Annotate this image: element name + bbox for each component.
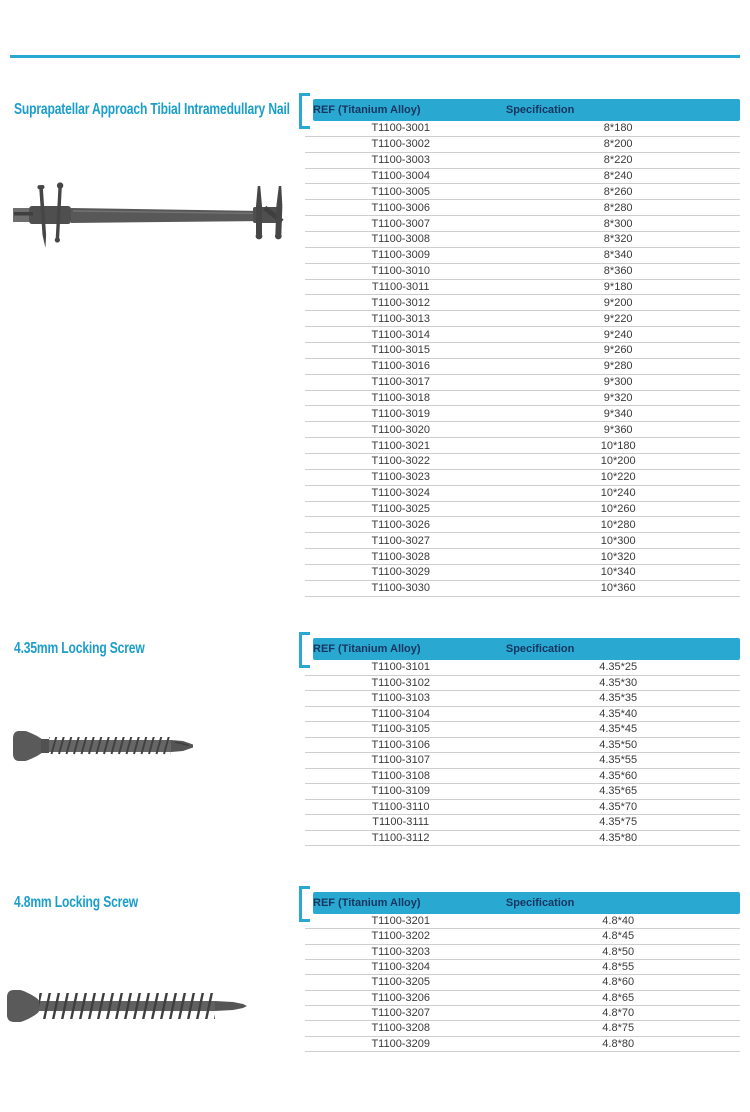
header-bracket-decoration xyxy=(299,886,310,922)
spec-table-tibial-nail xyxy=(305,99,740,597)
tibial-nail-illustration xyxy=(13,180,289,252)
table-cell: 8*240 xyxy=(603,170,633,182)
table-header xyxy=(313,638,740,660)
table-row xyxy=(305,470,740,486)
table-header xyxy=(313,99,740,121)
table-cell: T1100-3011 xyxy=(371,281,430,294)
table-cell: 4.8*55 xyxy=(602,961,635,974)
table-cell: T1100-3107 xyxy=(371,754,430,767)
top-divider-rule xyxy=(10,55,740,58)
table-cell: T1100-3006 xyxy=(371,201,430,214)
table-row xyxy=(305,264,740,280)
table-row xyxy=(305,359,740,375)
table-cell: 8*180 xyxy=(603,122,633,135)
table-cell: 4.8*50 xyxy=(602,945,635,958)
table-cell: T1100-3017 xyxy=(371,376,430,389)
table-cell: T1100-3105 xyxy=(371,723,430,736)
table-cell: T1100-3013 xyxy=(371,312,430,325)
table-cell: 4.35*75 xyxy=(599,816,638,829)
table-row xyxy=(305,691,740,707)
column-header-ref: REF (Titanium Alloy) xyxy=(313,104,421,116)
table-row xyxy=(305,1021,740,1036)
table-row xyxy=(305,707,740,723)
table-cell: 8*280 xyxy=(603,201,633,214)
table-row xyxy=(305,960,740,975)
table-row xyxy=(305,216,740,232)
table-row xyxy=(305,769,740,785)
table-cell: 8*220 xyxy=(603,154,633,167)
table-row xyxy=(305,945,740,960)
locking-screw-4-35-illustration xyxy=(13,729,195,763)
table-cell: T1100-3023 xyxy=(371,471,430,484)
table-cell: 4.8*70 xyxy=(602,1007,635,1020)
table-cell: T1100-3203 xyxy=(371,945,430,958)
table-cell: T1100-3016 xyxy=(371,360,430,373)
tibial-nail-icon xyxy=(13,180,289,252)
table-row xyxy=(305,1006,740,1021)
table-cell: T1100-3108 xyxy=(371,769,430,782)
table-cell: T1100-3001 xyxy=(371,122,430,135)
table-row xyxy=(305,753,740,769)
table-cell: 9*260 xyxy=(603,344,633,357)
table-cell: T1100-3004 xyxy=(371,170,430,182)
table-row xyxy=(305,121,740,137)
table-cell: T1100-3012 xyxy=(371,296,430,309)
column-header-specification: Specification xyxy=(505,897,575,909)
table-row xyxy=(305,280,740,296)
table-row xyxy=(305,800,740,816)
table-row xyxy=(305,581,740,597)
table-cell: T1100-3021 xyxy=(371,439,430,452)
table-cell: 10*280 xyxy=(600,518,636,531)
table-row xyxy=(305,248,740,264)
table-cell: T1100-3102 xyxy=(371,676,430,689)
table-cell: 8*260 xyxy=(603,185,633,198)
locking-screw-icon xyxy=(13,729,195,763)
table-row xyxy=(305,565,740,581)
table-row xyxy=(305,311,740,327)
table-cell: 10*200 xyxy=(600,455,636,468)
table-row xyxy=(305,438,740,454)
table-cell: 10*260 xyxy=(600,503,636,516)
table-row xyxy=(305,327,740,343)
table-cell: T1100-3014 xyxy=(371,328,430,341)
table-cell: T1100-3019 xyxy=(371,407,430,420)
table-cell: 9*220 xyxy=(603,312,633,325)
table-cell: 4.35*55 xyxy=(599,754,638,767)
table-row xyxy=(305,991,740,1006)
table-row xyxy=(305,831,740,847)
table-cell: T1100-3103 xyxy=(371,692,430,705)
table-cell: T1100-3007 xyxy=(371,217,430,230)
table-cell: 4.35*50 xyxy=(599,738,638,751)
spec-table-48-screw xyxy=(305,892,740,1052)
table-cell: T1100-3025 xyxy=(371,503,430,516)
table-cell: T1100-3202 xyxy=(371,930,430,943)
table-row xyxy=(305,975,740,990)
table-cell: 4.35*45 xyxy=(599,723,638,736)
table-cell: 4.8*40 xyxy=(602,915,635,928)
table-cell: T1100-3101 xyxy=(371,661,430,674)
table-cell: T1100-3209 xyxy=(371,1037,430,1050)
table-cell: 8*300 xyxy=(603,217,633,230)
table-cell: T1100-3206 xyxy=(371,991,430,1004)
table-row xyxy=(305,391,740,407)
section-title-48-screw: 4.8mm Locking Screw xyxy=(14,894,139,911)
spec-table-435-screw xyxy=(305,638,740,846)
table-cell: T1100-3018 xyxy=(371,392,430,405)
header-bracket-decoration xyxy=(299,93,310,129)
table-cell: 9*320 xyxy=(603,392,633,405)
table-row xyxy=(305,676,740,692)
table-cell: 9*240 xyxy=(603,328,633,341)
table-cell: 4.35*70 xyxy=(599,800,638,813)
table-row xyxy=(305,722,740,738)
table-cell: 10*300 xyxy=(600,534,636,547)
table-cell: T1100-3109 xyxy=(371,785,430,798)
table-cell: T1100-3005 xyxy=(371,185,430,198)
table-cell: 9*200 xyxy=(603,296,633,309)
table-cell: 4.35*30 xyxy=(599,676,638,689)
table-cell: T1100-3111 xyxy=(372,816,430,829)
table-row xyxy=(305,914,740,929)
table-row xyxy=(305,232,740,248)
table-cell: T1100-3010 xyxy=(371,265,430,278)
locking-screw-icon xyxy=(7,987,251,1025)
table-row xyxy=(305,422,740,438)
table-cell: 10*240 xyxy=(600,487,636,500)
column-header-ref: REF (Titanium Alloy) xyxy=(313,643,421,655)
table-cell: 8*340 xyxy=(603,249,633,262)
table-header xyxy=(313,892,740,914)
table-cell: 9*340 xyxy=(603,407,633,420)
table-cell: T1100-3112 xyxy=(371,831,430,844)
table-cell: 9*300 xyxy=(603,376,633,389)
table-row xyxy=(305,343,740,359)
table-cell: 10*360 xyxy=(600,582,636,595)
table-row xyxy=(305,815,740,831)
table-cell: T1100-3026 xyxy=(371,518,430,531)
table-cell: T1100-3201 xyxy=(371,915,430,928)
table-cell: T1100-3022 xyxy=(371,455,430,468)
table-cell: 8*360 xyxy=(603,265,633,278)
table-row xyxy=(305,454,740,470)
table-cell: T1100-3208 xyxy=(371,1022,430,1035)
table-cell: 4.8*65 xyxy=(602,991,635,1004)
table-cell: T1100-3104 xyxy=(371,707,430,720)
locking-screw-4-8-illustration xyxy=(7,987,251,1025)
table-cell: T1100-3030 xyxy=(371,582,430,595)
table-cell: 4.8*60 xyxy=(602,976,635,989)
table-cell: 4.35*80 xyxy=(599,831,638,844)
table-row xyxy=(305,784,740,800)
table-cell: 10*220 xyxy=(600,471,636,484)
table-row xyxy=(305,738,740,754)
table-cell: 4.8*45 xyxy=(602,930,635,943)
table-cell: 4.8*80 xyxy=(602,1037,635,1050)
table-cell: 10*320 xyxy=(600,550,636,563)
table-cell: T1100-3029 xyxy=(371,566,430,579)
table-cell: 10*340 xyxy=(600,566,636,579)
table-cell: 4.35*25 xyxy=(599,661,638,674)
header-bracket-decoration xyxy=(299,632,310,668)
table-row xyxy=(305,295,740,311)
table-cell: T1100-3015 xyxy=(371,344,430,357)
table-row xyxy=(305,184,740,200)
section-title-435-screw: 4.35mm Locking Screw xyxy=(14,640,145,657)
table-cell: 4.8*75 xyxy=(602,1022,635,1035)
table-row xyxy=(305,169,740,185)
table-cell: T1100-3009 xyxy=(371,249,430,262)
section-title-tibial-nail: Suprapatellar Approach Tibial Intramedullary Nail xyxy=(14,101,290,118)
table-cell: 4.35*40 xyxy=(599,707,638,720)
table-row xyxy=(305,929,740,944)
table-cell: 8*320 xyxy=(603,233,633,246)
table-cell: T1100-3110 xyxy=(371,800,430,813)
table-cell: 9*180 xyxy=(603,281,633,294)
table-row xyxy=(305,200,740,216)
table-row xyxy=(305,375,740,391)
table-row xyxy=(305,549,740,565)
table-cell: 4.35*65 xyxy=(599,785,638,798)
table-cell: T1100-3024 xyxy=(371,487,430,500)
table-cell: T1100-3207 xyxy=(371,1007,430,1020)
table-row xyxy=(305,406,740,422)
table-row xyxy=(305,502,740,518)
table-cell: T1100-3027 xyxy=(371,534,430,547)
table-cell: T1100-3204 xyxy=(371,961,430,974)
column-header-specification: Specification xyxy=(505,104,575,116)
table-cell: T1100-3020 xyxy=(371,423,430,436)
table-cell: 4.35*60 xyxy=(599,769,638,782)
table-cell: T1100-3008 xyxy=(371,233,430,246)
table-cell: 9*360 xyxy=(603,423,633,436)
table-row xyxy=(305,660,740,676)
table-cell: 4.35*35 xyxy=(599,692,638,705)
table-cell: 10*180 xyxy=(600,439,636,452)
table-body xyxy=(305,914,740,1052)
table-cell: T1100-3002 xyxy=(371,138,430,151)
column-header-specification: Specification xyxy=(505,643,575,655)
table-body xyxy=(305,660,740,846)
table-row xyxy=(305,137,740,153)
table-cell: 9*280 xyxy=(603,360,633,373)
table-row xyxy=(305,486,740,502)
table-body xyxy=(305,121,740,597)
table-row xyxy=(305,517,740,533)
table-cell: 8*200 xyxy=(603,138,633,151)
table-row xyxy=(305,1037,740,1052)
table-cell: T1100-3003 xyxy=(371,154,430,167)
table-cell: T1100-3028 xyxy=(371,550,430,563)
table-cell: T1100-3205 xyxy=(371,976,430,989)
table-row xyxy=(305,533,740,549)
column-header-ref: REF (Titanium Alloy) xyxy=(313,897,421,909)
table-cell: T1100-3106 xyxy=(371,738,430,751)
table-row xyxy=(305,153,740,169)
